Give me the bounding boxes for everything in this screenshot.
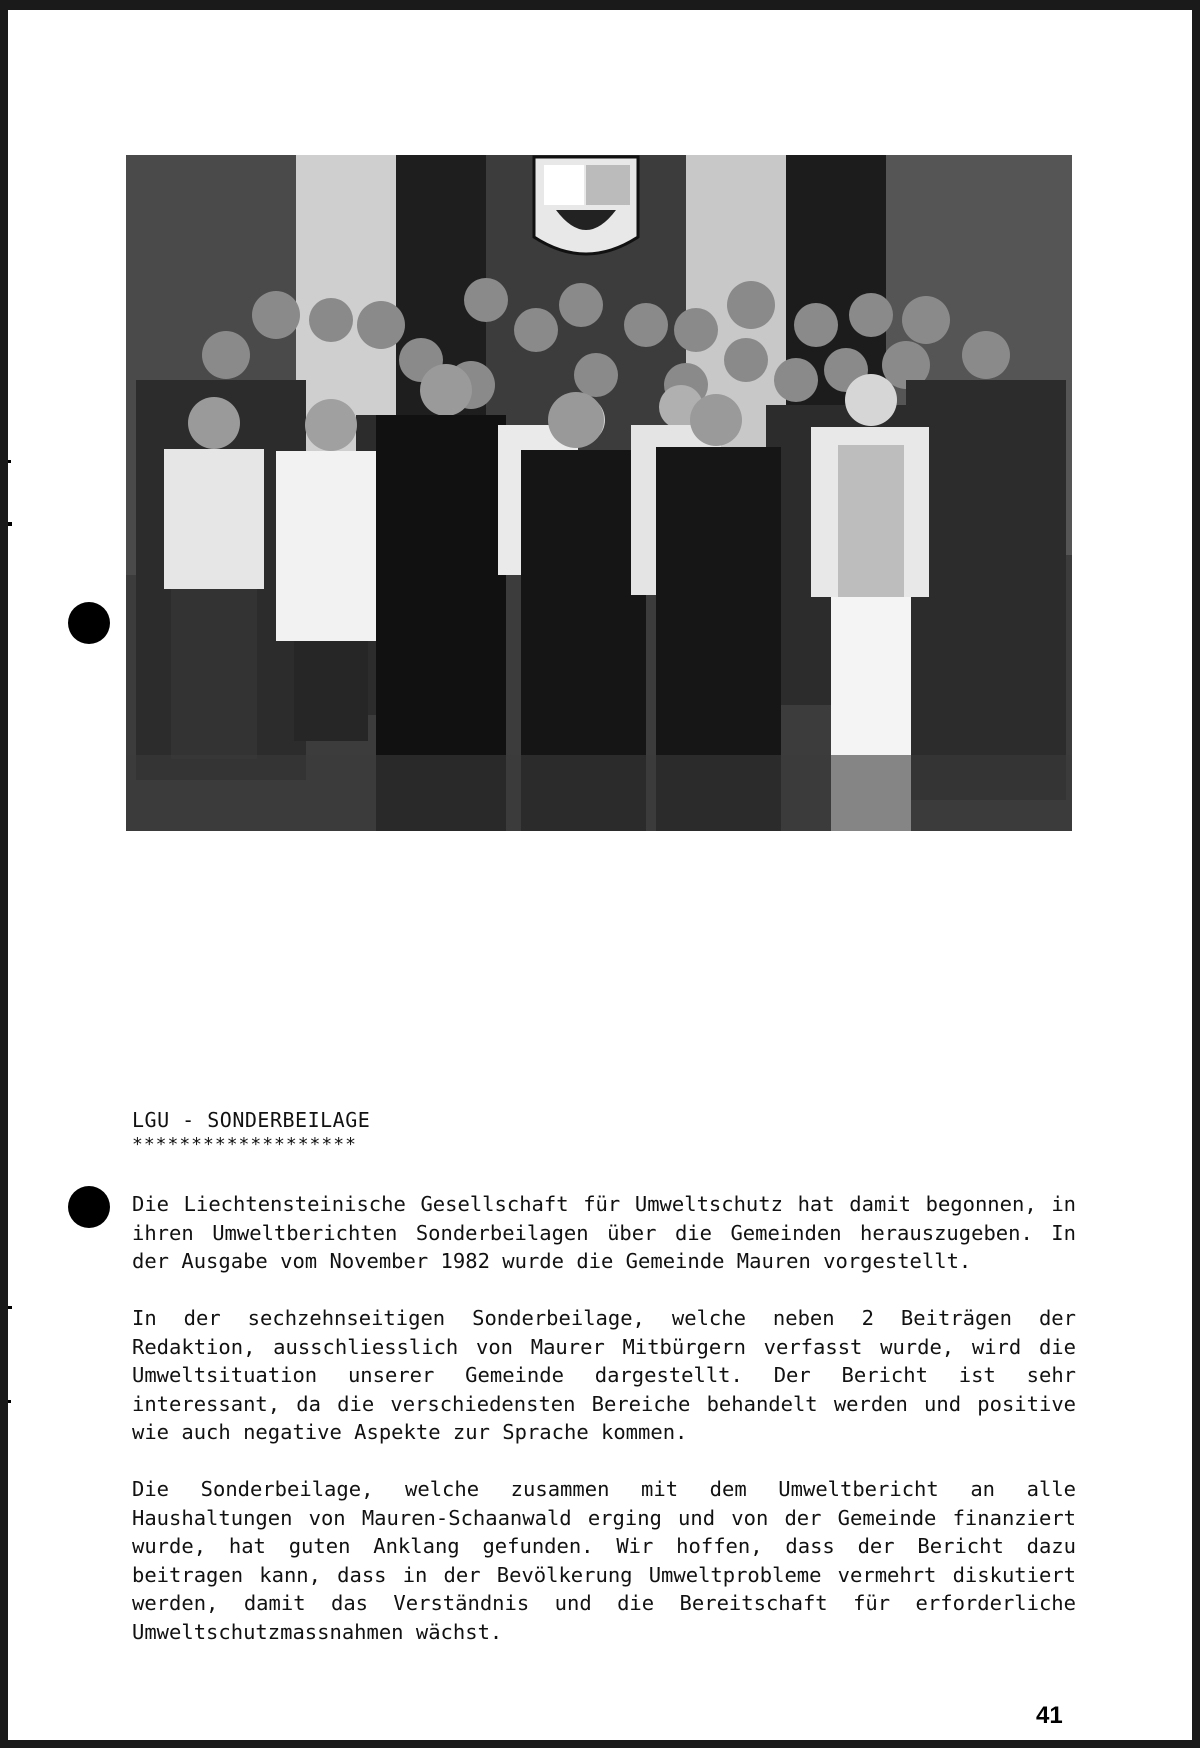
scan-speck (8, 460, 11, 463)
document-page (8, 10, 1192, 1740)
article-heading: LGU - SONDERBEILAGE (132, 1108, 371, 1132)
heading-underline: ******************* (132, 1134, 357, 1155)
group-photo-icon (126, 155, 1072, 831)
paragraph: In der sechzehnseitigen Sonderbeilage, welche neben 2 Beiträgen der Redaktion, ausschliesslich von Maurer Mitbürgern verfasst wurde, wird die Umweltsituation unserer Gemeinde dargestellt. Der Bericht ist sehr interessant, da die verschiedensten Bereiche behandelt werden und positive wie auch negative Aspekte zur Sprache kommen. (132, 1306, 1076, 1444)
page-number: 41 (1036, 1702, 1063, 1729)
paragraph: Die Liechtensteinische Gesellschaft für Umweltschutz hat damit begonnen, in ihren Umweltberichten Sonderbeilagen über die Gemeinden herauszugeben. In der Ausgabe vom November 1982 wurde die Gemeinde Mauren vorgestellt. (132, 1192, 1076, 1273)
paragraph: Die Sonderbeilage, welche zusammen mit dem Umweltbericht an alle Haushaltungen von Mauren-Schaanwald erging und von der Gemeinde finanziert wurde, hat guten Anklang gefunden. Wir hoffen, dass der Bericht dazu beitragen kann, dass in der Bevölkerung Umweltprobleme vermehrt diskutiert werden, damit das Verständnis und die Bereitschaft für erforderliche Umweltschutzmassnahmen wächst. (132, 1477, 1076, 1644)
group-photo (126, 155, 1072, 831)
punch-hole (68, 602, 110, 644)
coat-of-arms-icon (534, 157, 638, 254)
scan-speck (8, 1306, 12, 1309)
scan-speck (8, 522, 12, 526)
article-body (132, 1190, 1076, 1675)
scan-speck (8, 1400, 11, 1403)
punch-hole (68, 1186, 110, 1228)
